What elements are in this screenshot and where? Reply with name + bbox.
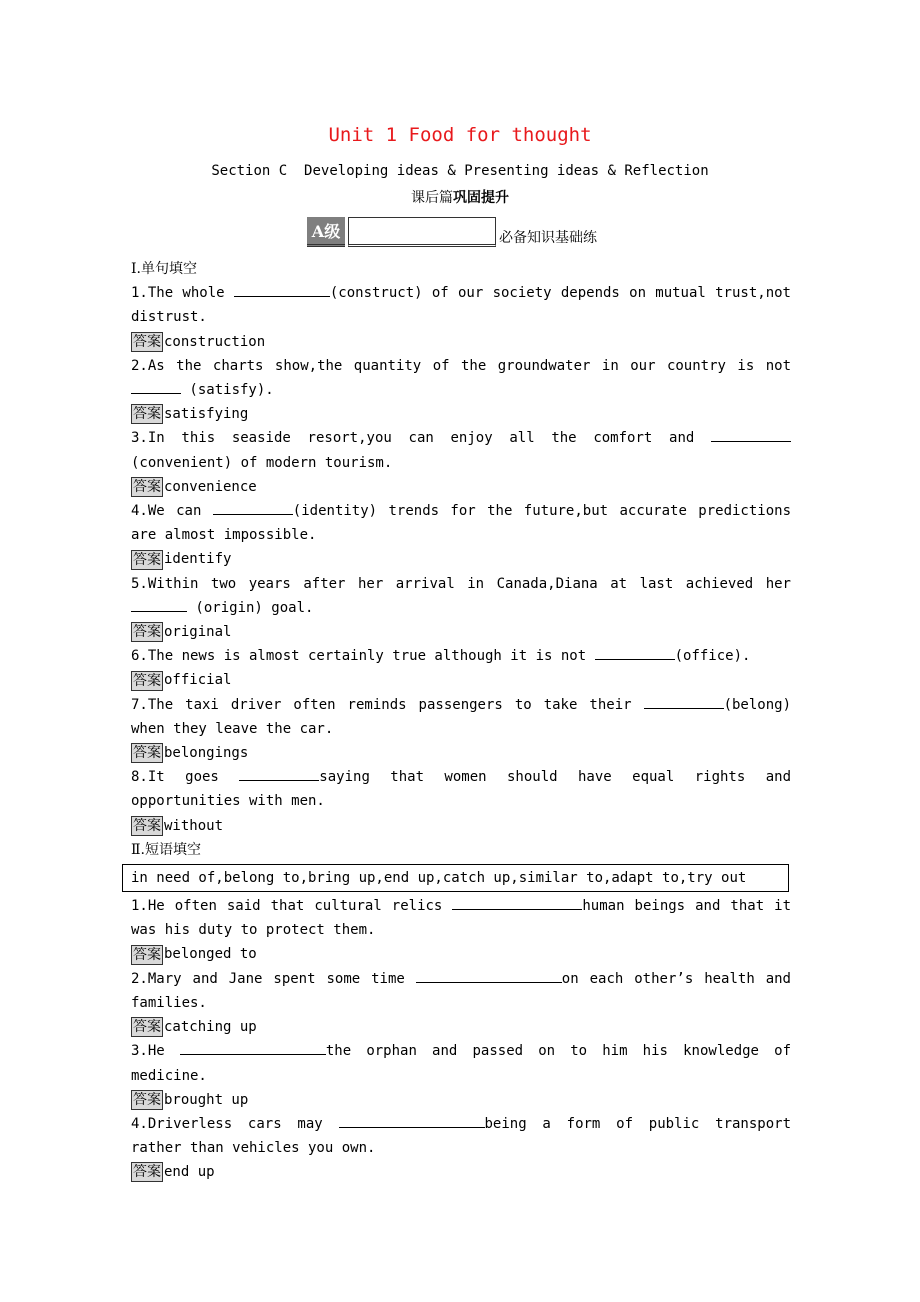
answer-text: identify <box>164 551 232 568</box>
question-text-after: (construct) of our society depends on mutual trust,not distrust. <box>131 285 791 326</box>
question-text-before: The whole <box>147 285 234 302</box>
s1-question-1 <box>131 281 791 329</box>
answer-tag: 答案 <box>133 478 161 495</box>
s1-answer-2 <box>131 402 791 426</box>
section1-items <box>131 281 791 838</box>
answer-blank[interactable] <box>452 895 582 910</box>
answer-blank[interactable] <box>239 766 319 781</box>
s1-question-4 <box>131 499 791 547</box>
answer-blank[interactable] <box>595 645 675 660</box>
s1-question-2 <box>131 354 791 402</box>
question-text-before: Driverless cars may <box>147 1115 339 1132</box>
answer-text: belonged to <box>164 946 257 963</box>
s1-question-8 <box>131 765 791 813</box>
answer-tag: 答案 <box>133 624 161 641</box>
answer-text: belongings <box>164 745 249 762</box>
answer-text: catching up <box>164 1019 257 1036</box>
question-number: 6. <box>131 648 148 665</box>
s2-question-2 <box>131 967 791 1015</box>
s1-question-7 <box>131 693 791 741</box>
answer-tag: 答案 <box>133 406 161 423</box>
answer-blank[interactable] <box>644 694 724 709</box>
s2-answer-4 <box>131 1160 791 1184</box>
answer-text: without <box>164 817 224 834</box>
s2-question-1 <box>131 894 791 942</box>
question-text-after: (satisfy). <box>181 382 274 399</box>
answer-text: end up <box>164 1164 215 1181</box>
question-text-before: In this seaside resort,you can enjoy all the comfort and <box>147 430 711 447</box>
answer-tag: 答案 <box>133 1164 161 1181</box>
question-number: 2. <box>131 357 148 374</box>
answer-blank[interactable] <box>339 1113 485 1128</box>
exercise-content <box>131 257 791 1185</box>
section2-items <box>131 894 791 1184</box>
answer-tag: 答案 <box>133 1019 161 1036</box>
question-number: 1. <box>131 285 148 302</box>
s1-answer-8 <box>131 814 791 838</box>
section-subtitle: Section C Developing ideas & Presenting ideas & Reflection <box>211 163 709 179</box>
answer-text: official <box>164 672 232 689</box>
s2-answer-3 <box>131 1088 791 1112</box>
answer-blank[interactable] <box>180 1040 326 1055</box>
question-text-before: As the charts show,the quantity of the groundwater in our country is not <box>147 357 791 374</box>
page-title: Unit 1 Food for thought <box>328 124 592 146</box>
phrase-bank-box: in need of,belong to,bring up,end up,catch up,similar to,adapt to,try out <box>122 864 789 892</box>
s1-answer-1 <box>131 330 791 354</box>
answer-tag: 答案 <box>133 946 161 963</box>
question-text-after: human beings and that it was his duty to protect them. <box>131 898 791 939</box>
answer-text: satisfying <box>164 406 249 423</box>
question-text-before: The news is almost certainly true although it is not <box>147 648 595 665</box>
answer-tag: 答案 <box>133 672 161 689</box>
s1-answer-5 <box>131 620 791 644</box>
level-header <box>307 213 597 247</box>
practice-subtitle <box>0 187 920 207</box>
s1-answer-4 <box>131 547 791 571</box>
answer-tag: 答案 <box>133 745 161 762</box>
question-number: 4. <box>131 1115 148 1132</box>
answer-text: convenience <box>164 478 257 495</box>
question-number: 2. <box>131 970 148 987</box>
s2-answer-1 <box>131 942 791 966</box>
s1-question-5 <box>131 572 791 620</box>
s1-answer-3 <box>131 475 791 499</box>
question-text-after: being a form of public transport rather than vehicles you own. <box>131 1115 791 1157</box>
s1-answer-6 <box>131 668 791 692</box>
practice-subtitle-bold: 巩固提升 <box>453 190 509 206</box>
s2-question-4 <box>131 1112 791 1160</box>
answer-text: brought up <box>164 1091 249 1108</box>
s1-answer-7 <box>131 741 791 765</box>
answer-blank[interactable] <box>234 282 330 297</box>
answer-blank[interactable] <box>131 379 181 394</box>
answer-blank[interactable] <box>213 500 293 515</box>
question-text-after: (office). <box>674 648 751 665</box>
s1-question-6 <box>131 644 791 668</box>
question-text-after: saying that women should have equal rights and opportunities with men. <box>131 769 791 810</box>
answer-text: original <box>164 624 232 641</box>
section2-heading: Ⅱ.短语填空 <box>131 841 201 858</box>
practice-subtitle-prefix: 课后篇 <box>411 190 453 206</box>
question-text-after: (origin) goal. <box>187 599 314 616</box>
question-number: 5. <box>131 575 148 592</box>
question-text-before: He often said that cultural relics <box>147 898 453 915</box>
s2-question-3 <box>131 1039 791 1087</box>
section1-heading: Ⅰ.单句填空 <box>131 261 197 277</box>
question-number: 8. <box>131 769 148 786</box>
answer-blank[interactable] <box>416 968 562 983</box>
question-text-after: (convenient) of modern tourism. <box>131 454 393 471</box>
question-text-before: It goes <box>147 769 240 786</box>
question-number: 4. <box>131 503 148 520</box>
question-text-after: (identity) trends for the future,but accurate predictions are almost impossible. <box>131 503 791 544</box>
question-number: 3. <box>131 430 148 447</box>
question-text-after: on each other’s health and families. <box>131 970 791 1011</box>
question-text-before: The taxi driver often reminds passengers to take their <box>147 696 644 713</box>
question-text-before: We can <box>147 503 213 520</box>
s1-question-3 <box>131 426 791 474</box>
answer-tag: 答案 <box>133 1091 161 1108</box>
s2-answer-2 <box>131 1015 791 1039</box>
question-text-before: Mary and Jane spent some time <box>147 970 416 987</box>
level-label: 必备知识基础练 <box>499 230 597 246</box>
answer-tag: 答案 <box>133 551 161 568</box>
question-number: 7. <box>131 696 148 713</box>
question-number: 1. <box>131 898 148 915</box>
answer-text: construction <box>164 333 266 350</box>
question-number: 3. <box>131 1043 148 1060</box>
question-text-before: He <box>147 1043 180 1060</box>
answer-tag: 答案 <box>133 333 161 350</box>
question-text-after: the orphan and passed on to him his knowledge of medicine. <box>131 1043 791 1084</box>
question-text-after: (belong) when they leave the car. <box>131 696 791 737</box>
answer-blank[interactable] <box>711 427 791 442</box>
question-text-before: Within two years after her arrival in Canada,Diana at last achieved her <box>147 575 791 592</box>
level-badge: A级 <box>307 217 345 247</box>
level-box <box>348 217 496 247</box>
answer-blank[interactable] <box>131 597 187 612</box>
answer-tag: 答案 <box>133 817 161 834</box>
